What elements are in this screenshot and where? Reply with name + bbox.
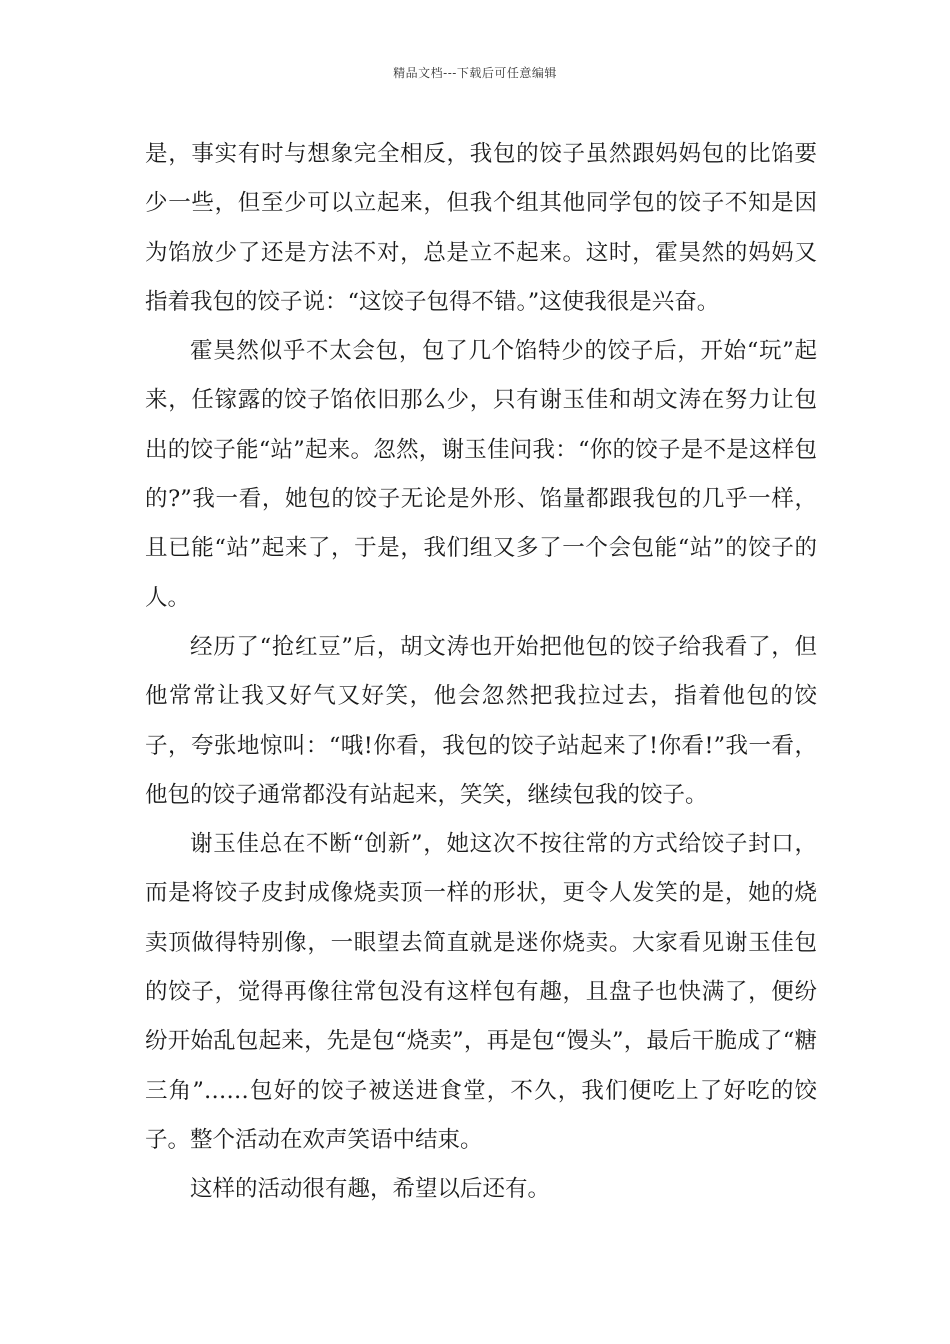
document-body [145, 130, 817, 1215]
paragraph-continuation: 是，事实有时与想象完全相反，我包的饺子虽然跟妈妈包的比馅要少一些，但至少可以立起来，但我个组其他同学包的饺子不知是因为馅放少了还是方法不对，总是立不起来。这时，霍昊然的妈妈又指着我包的饺子说：“这饺子包得不错。”这使我很是兴奋。 [145, 141, 817, 315]
paragraph: 霍昊然似乎不太会包，包了几个馅特少的饺子后，开始“玩”起来，任镓露的饺子馅依旧那么少，只有谢玉佳和胡文涛在努力让包出的饺子能“站”起来。忽然，谢玉佳问我：“你的饺子是不是这样包的?”我一看，她包的饺子无论是外形、馅量都跟我包的几乎一样，且已能“站”起来了，于是，我们组又多了一个会包能“站”的饺子的人。 [145, 338, 817, 611]
paragraph: 这样的活动很有趣，希望以后还有。 [190, 1176, 551, 1203]
page-header: 精品文档---下载后可任意编辑 [393, 66, 557, 80]
paragraph: 经历了“抢红豆”后，胡文涛也开始把他包的饺子给我看了，但他常常让我又好气又好笑，他会忽然把我拉过去，指着他包的饺子，夸张地惊叫：“哦!你看，我包的饺子站起来了!你看!”我一看，他包的饺子通常都没有站起来，笑笑，继续包我的饺子。 [145, 633, 817, 808]
paragraph: 谢玉佳总在不断“创新”，她这次不按往常的方式给饺子封口，而是将饺子皮封成像烧卖顶一样的形状，更令人发笑的是，她的烧卖顶做得特别像，一眼望去简直就是迷你烧卖。大家看见谢玉佳包的饺子，觉得再像往常包没有这样包有趣，且盘子也快满了，便纷纷开始乱包起来，先是包“烧卖”，再是包“馒头”，最后干脆成了“糖三角”……包好的饺子被送进食堂，不久，我们便吃上了好吃的饺子。整个活动在欢声笑语中结束。 [145, 831, 817, 1153]
